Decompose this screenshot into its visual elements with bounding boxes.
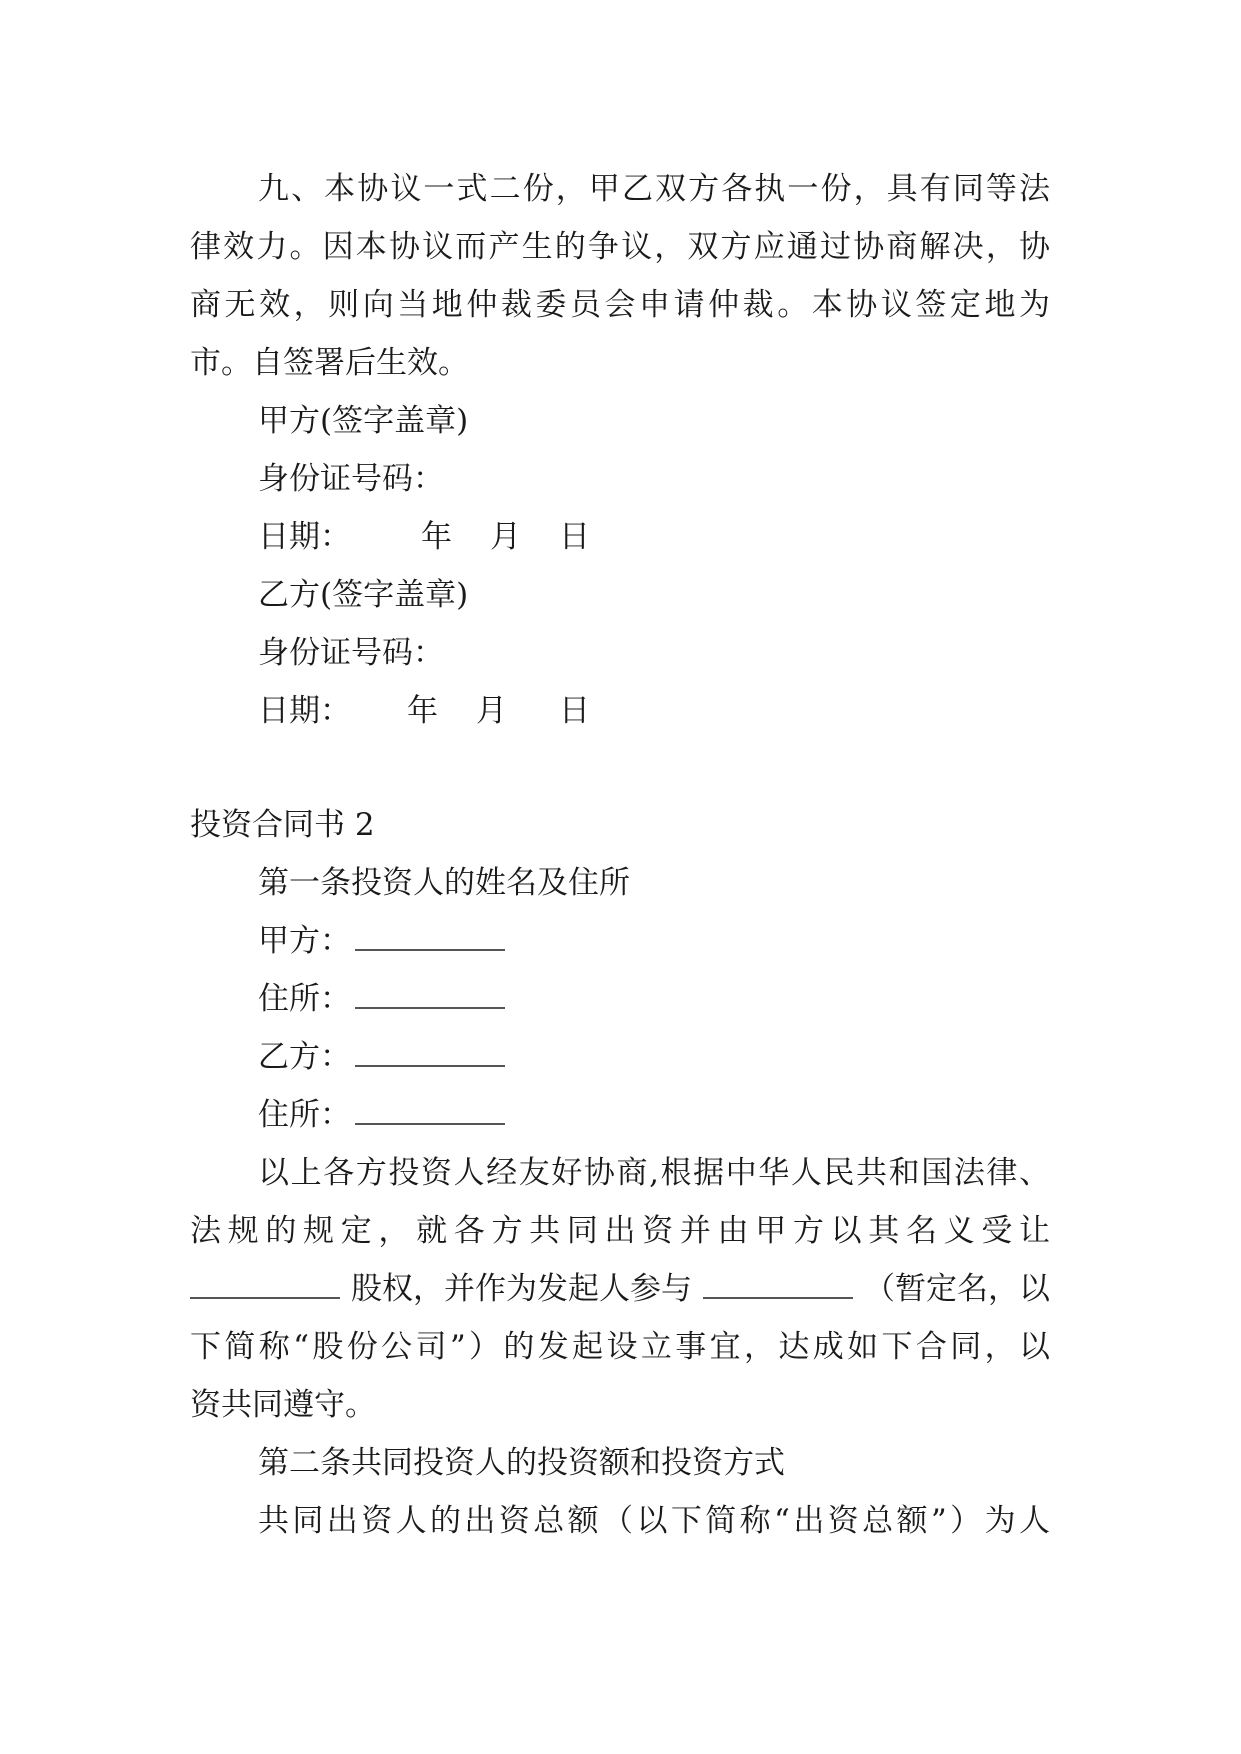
party-a-label: 甲方： bbox=[258, 923, 351, 959]
clause9-line1: 九、本协议一式二份，甲乙双方各执一份，具有同等法 bbox=[258, 171, 1050, 207]
party-b-id-number: 身份证号码： bbox=[258, 635, 444, 671]
company-name-blank bbox=[703, 1265, 853, 1299]
party-a-id-number: 身份证号码： bbox=[258, 461, 444, 497]
contract2-title: 投资合同书 2 bbox=[190, 807, 375, 843]
month-label: 月 bbox=[490, 519, 521, 555]
party-b-signature: 乙方(签字盖章) bbox=[258, 577, 469, 613]
equity-blank bbox=[190, 1265, 340, 1299]
address-b-blank bbox=[355, 1091, 505, 1125]
address-b-field bbox=[190, 1086, 1050, 1144]
para1-line5: 资共同遵守。 bbox=[190, 1387, 376, 1423]
para1-line2: 法规的规定，就各方共同出资并由甲方以其名义受让 bbox=[190, 1213, 1050, 1249]
article1-title: 第一条投资人的姓名及住所 bbox=[258, 865, 630, 901]
para1-line3-text-a: 股权，并作为发起人参与 bbox=[351, 1271, 692, 1307]
party-b-field bbox=[190, 1028, 1050, 1086]
para1-line3-text-b: （暂定名，以 bbox=[864, 1271, 1050, 1307]
party-a-signature: 甲方(签字盖章) bbox=[258, 403, 469, 439]
party-a-field bbox=[190, 912, 1050, 970]
day-label: 日 bbox=[559, 693, 590, 729]
month-label: 月 bbox=[476, 693, 507, 729]
date-label: 日期： bbox=[258, 693, 351, 729]
para1-line1: 以上各方投资人经友好协商,根据中华人民共和国法律、 bbox=[258, 1155, 1050, 1191]
document-body bbox=[190, 160, 1050, 1550]
address-a-field bbox=[190, 970, 1050, 1028]
party-a-blank bbox=[355, 917, 505, 951]
article2-line1: 共同出资人的出资总额（以下简称“出资总额”）为人 bbox=[258, 1503, 1050, 1539]
year-label: 年 bbox=[407, 693, 438, 729]
article2-title: 第二条共同投资人的投资额和投资方式 bbox=[258, 1445, 785, 1481]
party-b-date bbox=[190, 682, 1050, 740]
address-a-blank bbox=[355, 975, 505, 1009]
address-label: 住所： bbox=[258, 981, 351, 1017]
party-a-date bbox=[190, 508, 1050, 566]
date-label: 日期： bbox=[258, 519, 351, 555]
party-b-blank bbox=[355, 1033, 505, 1067]
address-label: 住所： bbox=[258, 1097, 351, 1133]
para1-line3 bbox=[190, 1260, 1050, 1318]
clause9-line4: 市。自签署后生效。 bbox=[190, 345, 469, 381]
para1-line4: 下简称“股份公司”）的发起设立事宜，达成如下合同，以 bbox=[190, 1329, 1050, 1365]
clause9-line3: 商无效，则向当地仲裁委员会申请仲裁。本协议签定地为 bbox=[190, 287, 1050, 323]
party-b-label: 乙方： bbox=[258, 1039, 351, 1075]
clause9-line2: 律效力。因本协议而产生的争议，双方应通过协商解决，协 bbox=[190, 229, 1050, 265]
day-label: 日 bbox=[559, 519, 590, 555]
year-label: 年 bbox=[421, 519, 452, 555]
